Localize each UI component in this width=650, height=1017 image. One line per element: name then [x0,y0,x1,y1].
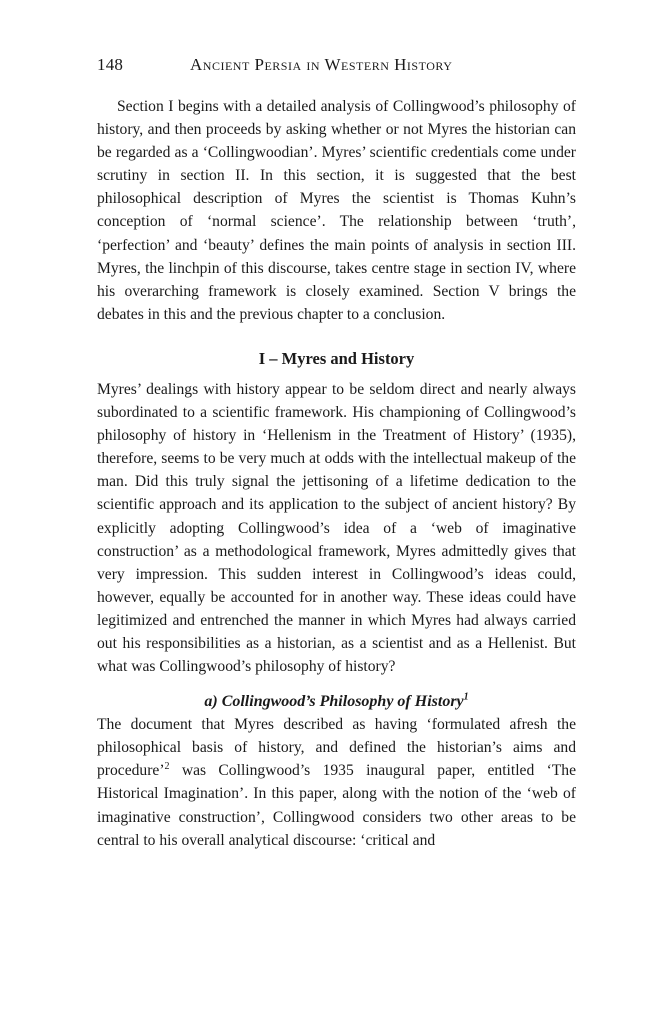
footnote-marker: 2 [164,761,170,773]
footnote-marker: 1 [463,691,469,703]
page-number: 148 [97,55,124,74]
body-text [97,95,576,852]
running-head [97,52,576,80]
subsection-a-text-part2: was Collingwood’s 1935 inaugural paper, entitled ‘The Historical Imagination’. In this paper, along with the notion of the ‘web of imaginative construction’, Collingwood considers two other areas to be central to his overall analytical discourse: ‘critical and [97,762,576,849]
subsection-heading-text: a) Collingwood’s Philosophy of History [204,693,464,711]
intro-paragraph: Section I begins with a detailed analysis of Collingwood’s philosophy of history, and then proceeds by asking whether or not Myres the historian can be regarded as a ‘Collingwoodian’. Myres’ scientific credentials come under scrutiny in section II. In this section, it is suggested that the best philosophical description of Myres the scientist is Thomas Kuhn’s conception of ‘normal science’. The relationship between ‘truth’, ‘perfection’ and ‘beauty’ defines the main points of analysis in section III. Myres, the linchpin of this discourse, takes centre stage in section IV, where his overarching framework is closely examined. Section V brings the debates in this and the previous chapter to a conclusion. [97,98,576,323]
subsection-heading [97,678,576,713]
subsection-a-text-part1: The document that Myres described as having ‘formulated afresh the philosophical basis of history, and defined the historian’s aims and procedure’ [97,716,576,780]
section-one-paragraph: Myres’ dealings with history appear to be seldom direct and nearly always subordinated to a scientific framework. His championing of Collingwood’s philosophy of history in ‘Hellenism in the Treatment of History’ (1935), therefore, seems to be very much at odds with the intellectual makeup of the man. Did this truly signal the jettisoning of a lifetime dedication to the scientific approach and its application to the subject of ancient history? By explicitly adopting Collingwood’s idea of a ‘web of imaginative construction’ as a methodological framework, Myres admittedly gives that very impression. This sudden interest in Collingwood’s ideas could, however, equally be accounted for in another way. These ideas could have legitimized and entrenched the manner in which Myres had always carried out his responsibilities as a historian, as a scientist and as a Hellenist. But what was Collingwood’s philosophy of history? [97,380,576,676]
running-title: Ancient Persia in Western History [190,55,453,74]
subsection-a-paragraph [97,713,576,852]
book-page [97,52,576,852]
section-heading: I – Myres and History [258,348,415,368]
